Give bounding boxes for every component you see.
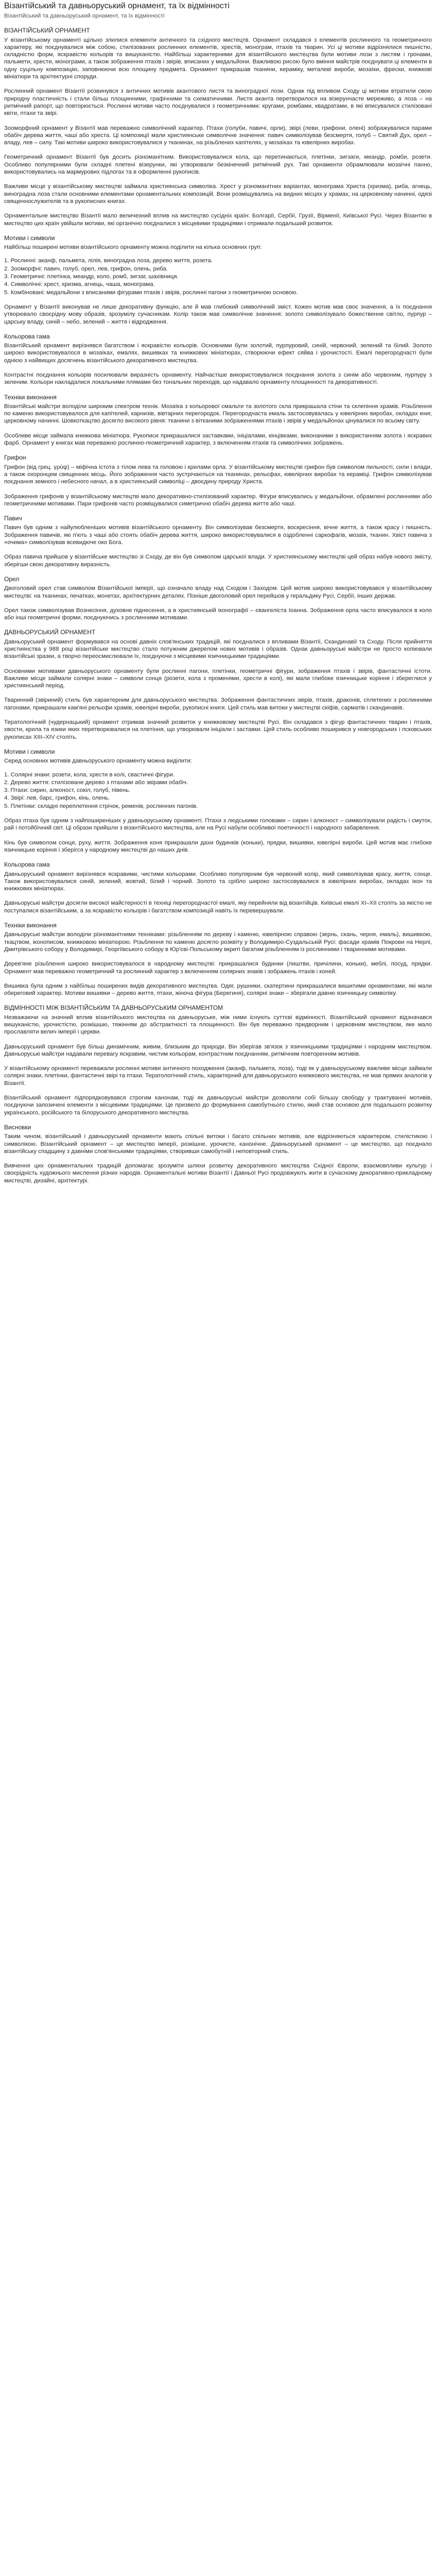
list-item: 5. Комбіновані: медальйони з вписаними фігурами птахів і звірів, рослинні пагони з геометричною основою. — [4, 289, 298, 296]
paragraph: Давньоруські майстри досягли високої майстерності в техніці перегородчастої емалі, яку перейняли від візантійців. Київські емалі XI–XII століть за якістю не поступалися візантійським, а за яскравістю кольорів і багатством композицій навіть їх перевершували. — [4, 900, 432, 914]
subsection-heading: Мотиви і символи — [4, 234, 55, 242]
section-heading: Техніки виконання — [4, 393, 57, 401]
list-item: 3. Геометричні: плетінка, меандр, коло, ромб, зигзаг, шахівниця. — [4, 274, 179, 280]
paragraph: Образ птаха був одним з найпоширеніших у давньоруському орнаменті. Птахи з людськими головами – сирин і алконост – символізували радість і смуток, рай і потойбічний світ. Ці образи прийшли з візантійського мистецтва, але на Русі набули особливої поетичності і народного забарвлення. — [4, 818, 432, 832]
subsection-heading: Орел — [4, 575, 20, 583]
paragraph: Зооморфний орнамент у Візантії мав переважно символічний характер. Птахи (голуби, павичі, орли), звірі (леви, грифони, олені) зображувалися парами обабіч дерева життя, чаші або хреста. Ці композиції мали християнське символічне значення: павич символізував безсмертя, голуб – Святий Дух, орел – владу, лев – силу. Такі мотиви широко використовувалися у тканинах, на різьблених капітелях, у мозаїках та ювелірних виробах. — [4, 125, 432, 146]
list-item: 2. Зооморфні: павич, голуб, орел, лев, грифон, олень, риба. — [4, 265, 168, 272]
list-item: 5. Плетінки: складні переплетення стрічок, ременів, рослинних пагонів. — [4, 803, 198, 809]
section-heading: Техніки виконання — [4, 922, 57, 929]
paragraph: Візантійський орнамент вирізнявся багатством і яскравістю кольорів. Основними були золотий, пурпуровий, синій, червоний, зелений та білий. Золото широко використовувалося в мозаїках, емалях, вишивках та книжкових мініатюрах, створюючи ефект сяйва і урочистості. Емалі перегородчасті були однією з найвищих досягнень візантійського декоративного мистецтва. — [4, 343, 432, 364]
paragraph: Грифон (від грец. γρύψ) – міфічна істота з тілом лева та головою і крилами орла. У візантійському мистецтві грифон був символом пильності, сили і влади, а також охоронцем священних місць. Його зображення часто зустрічаються на тканинах, рельєфах, ювелірних виробах та кераміці. Грифон символізував поєднання земного і небесного начал, а в християнській символіці – двоєдину природу Христа. — [4, 464, 432, 485]
paragraph: У візантійському орнаменті переважали рослинні мотиви античного походження (аканф, пальмета, лоза), тоді як у давньоруському важливе місце займали солярні знаки, плетінки, фантастичні звірі та птахи. Тератологічний стиль, характерний для давньоруського книжкового мистецтва, не мав прямих аналогів у Візантії. — [4, 1065, 432, 1087]
paragraph: Рослинний орнамент Візантії розвинувся з античних мотивів акантового листя та виноградної лози. Однак під впливом Сходу ці мотиви втратили свою природну пластичність і стали більш площинними, графічними та схематичними. Листя аканта перетворилося на візерунчасте мереживо, а лоза – на ритмічний рапорт, що повторюється. Рослинні мотиви часто поєднувалися з геометричними: кругами, ромбами, квадратами, в які вписувалися стилізовані квіти, птахи та звірі. — [4, 88, 432, 117]
paragraph: Образ павича прийшов у візантійське мистецтво зі Сходу, де він був символом царської влади. У християнському мистецтві цей образ набув нового змісту, зберігши свою декоративну виразність. — [4, 554, 432, 568]
paragraph: Серед основних мотивів давньоруського орнаменту можна виділити: — [4, 758, 192, 765]
paragraph: Таким чином, візантійський і давньоруський орнаменти мають спільні витоки і багато спільних мотивів, але відрізняються характером, стилістикою і символікою. Візантійський орнамент – це мистецтво імперії, розкішне, урочисте, канонічне. Давньоруський орнамент – це мистецтво, що поєднало візантійську спадщину з давніми слов'янськими традиціями, створивши самобутній і неповторний стиль. — [4, 1133, 432, 1155]
paragraph: Павич був одним з найулюбленіших мотивів візантійського орнаменту. Він символізував безсмертя, воскресіння, вічне життя, а також красу і пишність. Зображення павичів, які п'ють з чаші або стоять обабіч дерева життя, широко використовувалися в оздобленні саркофагів, мозаїк, тканин. Хвіст павича з «очима» символізував всевидюче око Бога. — [4, 524, 432, 546]
list-item: 1. Рослинні: аканф, пальмета, лілія, виноградна лоза, дерево життя, розета. — [4, 258, 213, 264]
subsection-heading: Висновки — [4, 1123, 31, 1131]
paragraph: Давньоруські майстри володіли різноманітними техніками: різьбленням по дереву і каменю, ювелірною справою (зернь, скань, черня, емаль), вишивкою, ткацтвом, іконописом, книжковою мініатюрою. Різьблення по каменю досягло розквіту у Володимиро-Суздальській Русі: фасади храмів Покрови на Нерлі, Дмитрівського собору у Володимирі, Георгіївського собору в Юр'єві-Польському вкриті багатим різьбленням із рослинними і тваринними мотивами. — [4, 931, 432, 953]
list-item: 4. Звірі: лев, барс, грифон, кінь, олень. — [4, 795, 110, 802]
subsection-heading: Кольорова гама — [4, 332, 50, 340]
page-subtitle: Візантійський та давньоруський орнамент, та їх відмінності — [4, 13, 165, 19]
paragraph: Незважаючи на значний вплив візантійського мистецтва на давньоруське, між ними існують суттєві відмінності. Візантійський орнамент відзначався вишуканістю, урочистістю, розкішшю, тяжінням до абстрактності та площинності. Він був переважно придворним і церковним мистецтвом, яке мало прославляти велич імперії і церкви. — [4, 1014, 432, 1036]
subsection-heading: Мотиви і символи — [4, 748, 55, 755]
paragraph: Орел також символізував Вознесіння, духовне піднесення, а в християнській іконографії – євангеліста Іоанна. Зображення орла часто вписувалося в коло або інші геометричні форми, поєднуючись з рослинними мотивами. — [4, 607, 432, 621]
paragraph: Давньоруський орнамент вирізнявся яскравими, чистими кольорами. Особливо популярним був червоний колір, який символізував красу, життя, сонце. Також використовувалися синій, зелений, жовтий, білий і чорний. Золото та срібло широко застосовувалися в ювелірних виробах, окладах ікон та книжкових мініатюрах. — [4, 871, 432, 892]
paragraph: Двоголовий орел став символом Візантійської імперії, що означало владу над Сходом і Заходом. Цей мотив широко використовувався у візантійському мистецтві: на тканинах, печатках, монетах, архітектурних деталях. Пізніше двоголовий орел перейшов у геральдику Русі, Сербії, інших держав. — [4, 585, 432, 599]
paragraph: Геометричний орнамент Візантії був досить різноманітним. Використовувалися кола, що перетинаються, плетінки, зигзаги, меандр, ромби, розети. Особливо популярними були складні плетені візерунки, які утворювали безкінечний ритмічний рух. Такі орнаменти обрамлювали мозаїчні панно, використовувались на мармурових підлогах та в оформленні рукописів. — [4, 154, 432, 176]
paragraph: Основними мотивами давньоруського орнаменту були рослинні пагони, плетінки, геометричні фігури, зображення птахів і звірів, фантастичні істоти. Важливе місце займали солярні знаки – символи сонця (розети, кола з променями, хрести в колі), які мали глибоке язичницьке коріння і збереглися у християнський період. — [4, 668, 432, 689]
paragraph: Вишивка була одним з найбільш поширених видів декоративного мистецтва. Одяг, рушники, скатертини прикрашалися вишитими орнаментами, які мали обереговий характер. Мотиви вишивки – дерево життя, птахи, жіноча фігура (Берегиня), солярні знаки – зберігали давню язичницьку символіку. — [4, 982, 432, 997]
paragraph: Візантійські майстри володіли широким спектром технік. Мозаїка з кольорової смальти та золотого скла прикрашала стіни та склепіння храмів. Різьблення по каменю використовувалося для капітелей, карнизів, вівтарних перегородок. Перегородчаста емаль застосовувалась у ювелірних виробах, окладах книг, церковному начинні. Шовкоткацтво досягло високого рівня: тканини з вітканими зображеннями птахів і звірів у медальйонах цінувалися по всьому світу. — [4, 403, 432, 425]
paragraph: Особливе місце займала книжкова мініатюра. Рукописи прикрашалися заставками, ініціалами, кінцівками, виконаними з використанням золота і яскравих фарб. Орнамент у книгах мав переважно рослинно-геометричний характер, з включенням птахів та символічних зображень. — [4, 432, 432, 447]
list-item: 4. Символічні: хрест, хризма, агнець, чаша, монограма. — [4, 281, 155, 288]
list-item: 3. Птахи: сирин, алконост, сокіл, голуб, півень. — [4, 787, 131, 794]
list-item: 1. Солярні знаки: розети, кола, хрести в колі, свастичні фігури. — [4, 771, 175, 778]
paragraph: Зображення грифонів у візантійському мистецтві мало декоративно-стилізований характер. Фігури вписувались у медальйони, обрамлені рослинними або геометричними мотивами. Пари грифонів часто розміщувалися симетрично обабіч дерева життя або чаші. — [4, 493, 432, 507]
section-heading: ДАВНЬОРУСЬКИЙ ОРНАМЕНТ — [4, 629, 96, 636]
numbered-list — [4, 771, 432, 810]
subsection-heading: Грифон — [4, 454, 26, 462]
subsection-heading: Павич — [4, 515, 22, 522]
section-heading: ВІЗАНТІЙСЬКИЙ ОРНАМЕНТ — [4, 27, 90, 35]
paragraph: Орнамент у Візантії виконував не лише декоративну функцію, але й мав глибокий символічний зміст. Кожен мотив мав своє значення, а їх поєднання утворювало своєрідну мову образів, зрозумілу сучасникам. Колір також мав символічне значення: золото символізувало божественне світло, пурпур – царську владу, синій – небо, зелений – життя і відродження. — [4, 303, 432, 325]
paragraph: Дерев'яне різьблення широко використовувалося в народному мистецтві: прикрашалися будинки (лиштви, причілини, коньки), меблі, посуд, прядки. Орнамент мав переважно геометричний та рослинний характер з включенням солярних знаків і зображень птахів і коней. — [4, 961, 432, 975]
document-page — [0, 0, 436, 1184]
paragraph: Найбільш поширені мотиви візантійського орнаменту можна поділити на кілька основних груп: — [4, 244, 262, 251]
list-item: 2. Дерево життя: стилізоване дерево з птахами або звірами обабіч. — [4, 779, 188, 786]
paragraph: Давньоруський орнамент формувався на основі давніх слов'янських традицій, які поєдналися з впливами Візантії, Скандинавії та Сходу. Після прийняття християнства у 988 році візантійське мистецтво стало потужним джерелом нових мотивів і образів. Однак давньоруські майстри не просто копіювали візантійські зразки, а творчо переосмислювали їх, поєднуючи з місцевими язичницькими традиціями. — [4, 638, 432, 660]
paragraph: Важливе місце у візантійському мистецтві займала християнська символіка. Хрест у різноманітних варіантах, монограма Христа (хризма), риба, агнець, виноградна лоза стали основними елементами орнаментальних композицій. Вони розміщувались на видних місцях у храмах, на церковному начинні, одязі священнослужителів та в рукописних книгах. — [4, 183, 432, 205]
paragraph: Візантійський орнамент підпорядковувався строгим канонам, тоді як давньоруські майстри дозволяли собі більшу свободу у трактуванні мотивів, поєднуючи запозичені елементи з місцевими традиціями. Це призвело до формування самобутнього стилю, який став основою для подальшого розвитку українського, російського та білоруського декоративного мистецтва. — [4, 1095, 432, 1116]
paragraph: Орнаментальне мистецтво Візантії мало величезний вплив на мистецтво сусідніх країн: Болгарії, Сербії, Грузії, Вірменії, Київської Русі. Через Візантію в мистецтво цих країн увійшли мотиви, які органічно поєдналися з місцевими традиціями і отримали подальший розвиток. — [4, 213, 432, 227]
document-body — [4, 27, 432, 1184]
paragraph: Вивчення цих орнаментальних традицій допомагає зрозуміти шляхи розвитку декоративного мистецтва Східної Європи, взаємовпливи культур і своєрідність художнього мислення різних народів. Орнаментальні мотиви Візантії і Давньої Русі продовжують жити в сучасному декоративно-прикладному мистецтві, дизайні, архітектурі. — [4, 1163, 432, 1184]
section-heading: ВІДМІННОСТІ МІЖ ВІЗАНТІЙСЬКИМ ТА ДАВНЬОРУСЬКИМ ОРНАМЕНТОМ — [4, 1004, 223, 1012]
paragraph: Контрастні поєднання кольорів посилювали виразність орнаменту. Найчастіше використовувалися поєднання золота з синім або червоним, пурпуру з зеленим. Кольори накладалися локальними плямами без тональних переходів, що надавало орнаменту площинності та декоративності. — [4, 371, 432, 386]
numbered-list — [4, 257, 432, 296]
paragraph: Тваринний (звіриний) стиль був характерним для давньоруського мистецтва. Зображення фантастичних звірів, птахів, драконів, сплетених з рослинними пагонами, прикрашали кам'яні рельєфи храмів, ювелірні вироби, рукописні книги. Цей стиль мав витоки у мистецтві скіфів, сарматів і скандинавів. — [4, 697, 432, 711]
page-title: Візантійський та давньоруський орнамент, та їх відмінності — [4, 2, 230, 10]
paragraph: У візантійському орнаменті щільно злилися елементи античного та східного мистецтв. Орнамент складався з елементів рослинного та геометричного характеру, які поєднувалися між собою, стилізованих рослинних елементів, хрестів, монограм, птахів та тварин. Усі ці мотиви відрізнялися пишністю, складністю форм, яскравістю кольорів та вишуканістю. Найбільш характерними для візантійського мистецтва були мотиви лози з листям і гронами, пальмети, хрести, монограми, а також зображення птахів і звірів, вписаних у медальйони. Важливою рисою було вміння майстрів поєднувати ці елементи в одну суцільну композицію, заповнюючи всю площину предмета. Орнамент прикрашав тканини, кераміку, металеві вироби, мозаїки, фрески, книжкові мініатюри та архітектурні споруди. — [4, 37, 432, 80]
paragraph: Давньоруський орнамент був більш динамічним, живим, близьким до природи. Він зберігав зв'язок з язичницькими традиціями і народним мистецтвом. Давньоруські майстри надавали перевагу яскравим, чистим кольорам, контрастним поєднанням, ритмічним повторенням мотивів. — [4, 1043, 432, 1057]
paragraph: Кінь був символом сонця, руху, життя. Зображення коня прикрашали дахи будинків (коньки), прядки, вишивки, ювелірні вироби. Цей мотив має глибоке язичницьке коріння і зберігся у народному мистецтві до наших днів. — [4, 839, 432, 853]
subsection-heading: Кольорова гама — [4, 861, 50, 869]
paragraph: Тератологічний (чудернацький) орнамент отримав значний розвиток у книжковому мистецтві Русі. Він складався з фігур фантастичних тварин і птахів, хвости, крила та язики яких перетворювалися на плетіння, що утворювали ініціали і заставки. Цей стиль особливо поширився у новгородських і псковських рукописах XIII–XIV століть. — [4, 719, 432, 740]
